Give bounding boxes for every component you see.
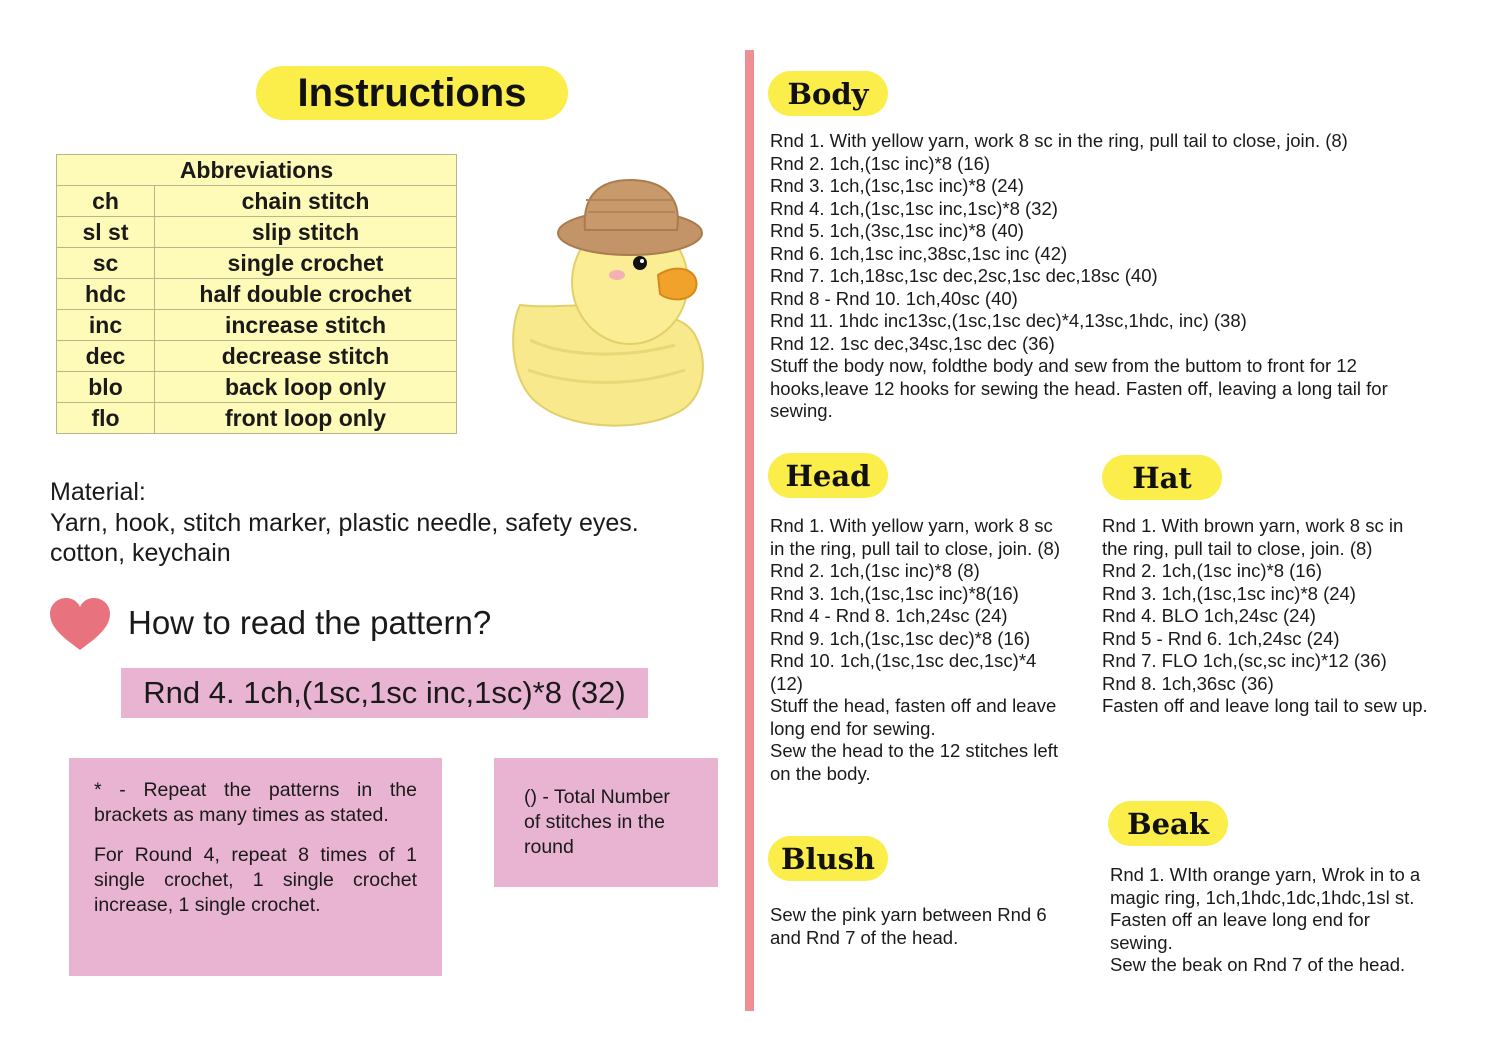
meaning-cell: decrease stitch xyxy=(155,341,457,372)
section-title-body: Body xyxy=(768,71,888,116)
material-line-2: cotton, keychain xyxy=(50,539,231,567)
abbr-cell: blo xyxy=(57,372,155,403)
abbreviations-table xyxy=(56,154,457,434)
table-header: Abbreviations xyxy=(57,155,457,186)
section-title-head: Head xyxy=(768,453,888,498)
table-row xyxy=(57,403,457,434)
meaning-cell: front loop only xyxy=(155,403,457,434)
heart-icon xyxy=(50,598,110,657)
duck-photo xyxy=(500,170,710,440)
note-star: * - Repeat the patterns in the brackets as many times as stated. xyxy=(94,779,417,826)
note-round4: For Round 4, repeat 8 times of 1 single crochet, 1 single crochet increase, 1 single crochet. xyxy=(94,844,417,916)
section-title-blush: Blush xyxy=(768,836,888,881)
example-pattern: Rnd 4. 1ch,(1sc,1sc inc,1sc)*8 (32) xyxy=(121,668,648,718)
abbr-cell: dec xyxy=(57,341,155,372)
abbr-cell: hdc xyxy=(57,279,155,310)
section-text-blush: Sew the pink yarn between Rnd 6 and Rnd 7 of the head. xyxy=(770,904,1047,948)
abbr-cell: sl st xyxy=(57,217,155,248)
table-row xyxy=(57,341,457,372)
abbr-cell: sc xyxy=(57,248,155,279)
table-row xyxy=(57,248,457,279)
note-box-parens: () - Total Number of stitches in the round xyxy=(494,758,718,887)
section-text-head: Rnd 1. With yellow yarn, work 8 sc in the ring, pull tail to close, join. (8) Rnd 2. 1ch,(1sc inc)*8 (8) Rnd 3. 1ch,(1sc,1sc inc)*8(16) Rnd 4 - Rnd 8. 1ch,24sc (24) Rnd 9. 1ch,(1sc,1sc dec)*8 (16) Rnd 10. 1ch,(1sc,1sc dec,1sc)*4 (12) Stuff the head, fasten off and leave long end for sewing. Sew the head to the 12 stitches left on the body. xyxy=(770,515,1060,784)
table-row xyxy=(57,279,457,310)
how-to-read-heading: How to read the pattern? xyxy=(128,604,492,641)
section-title-hat: Hat xyxy=(1102,455,1222,500)
abbr-cell: flo xyxy=(57,403,155,434)
column-divider xyxy=(745,50,754,1011)
table-row xyxy=(57,372,457,403)
meaning-cell: back loop only xyxy=(155,372,457,403)
abbr-cell: ch xyxy=(57,186,155,217)
table-row xyxy=(57,217,457,248)
material-label: Material: xyxy=(50,478,146,506)
meaning-cell: slip stitch xyxy=(155,217,457,248)
section-text-beak: Rnd 1. WIth orange yarn, Wrok in to a magic ring, 1ch,1hdc,1dc,1hdc,1sl st. Fasten off an leave long end for sewing. Sew the beak on Rnd 7 of the head. xyxy=(1110,864,1421,975)
note-box-repeat xyxy=(69,758,442,976)
material-line-1: Yarn, hook, stitch marker, plastic needle, safety eyes. xyxy=(50,509,639,537)
meaning-cell: increase stitch xyxy=(155,310,457,341)
table-row xyxy=(57,186,457,217)
meaning-cell: half double crochet xyxy=(155,279,457,310)
section-text-body: Rnd 1. With yellow yarn, work 8 sc in the ring, pull tail to close, join. (8) Rnd 2. 1ch,(1sc inc)*8 (16) Rnd 3. 1ch,(1sc,1sc inc)*8 (24) Rnd 4. 1ch,(1sc,1sc inc,1sc)*8 (32) Rnd 5. 1ch,(3sc,1sc inc)*8 (40) Rnd 6. 1ch,1sc inc,38sc,1sc inc (42) Rnd 7. 1ch,18sc,1sc dec,2sc,1sc dec,18sc (40) Rnd 8 - Rnd 10. 1ch,40sc (40) Rnd 11. 1hdc inc13sc,(1sc,1sc dec)*4,13sc,1hdc, inc) (38) Rnd 12. 1sc dec,34sc,1sc dec (36) Stuff the body now, foldthe body and sew from the buttom to front for 12 hooks,leave 12 hooks for sewing the head. Fasten off, leaving a long tail for sewing. xyxy=(770,130,1388,421)
abbr-cell: inc xyxy=(57,310,155,341)
table-row xyxy=(57,310,457,341)
section-text-hat: Rnd 1. With brown yarn, work 8 sc in the ring, pull tail to close, join. (8) Rnd 2. 1ch,(1sc inc)*8 (16) Rnd 3. 1ch,(1sc,1sc inc)*8 (24) Rnd 4. BLO 1ch,24sc (24) Rnd 5 - Rnd 6. 1ch,24sc (24) Rnd 7. FLO 1ch,(sc,sc inc)*12 (36) Rnd 8. 1ch,36sc (36) Fasten off and leave long tail to sew up. xyxy=(1102,515,1428,716)
meaning-cell: chain stitch xyxy=(155,186,457,217)
page-title: Instructions xyxy=(256,66,568,120)
meaning-cell: single crochet xyxy=(155,248,457,279)
section-title-beak: Beak xyxy=(1108,801,1228,846)
